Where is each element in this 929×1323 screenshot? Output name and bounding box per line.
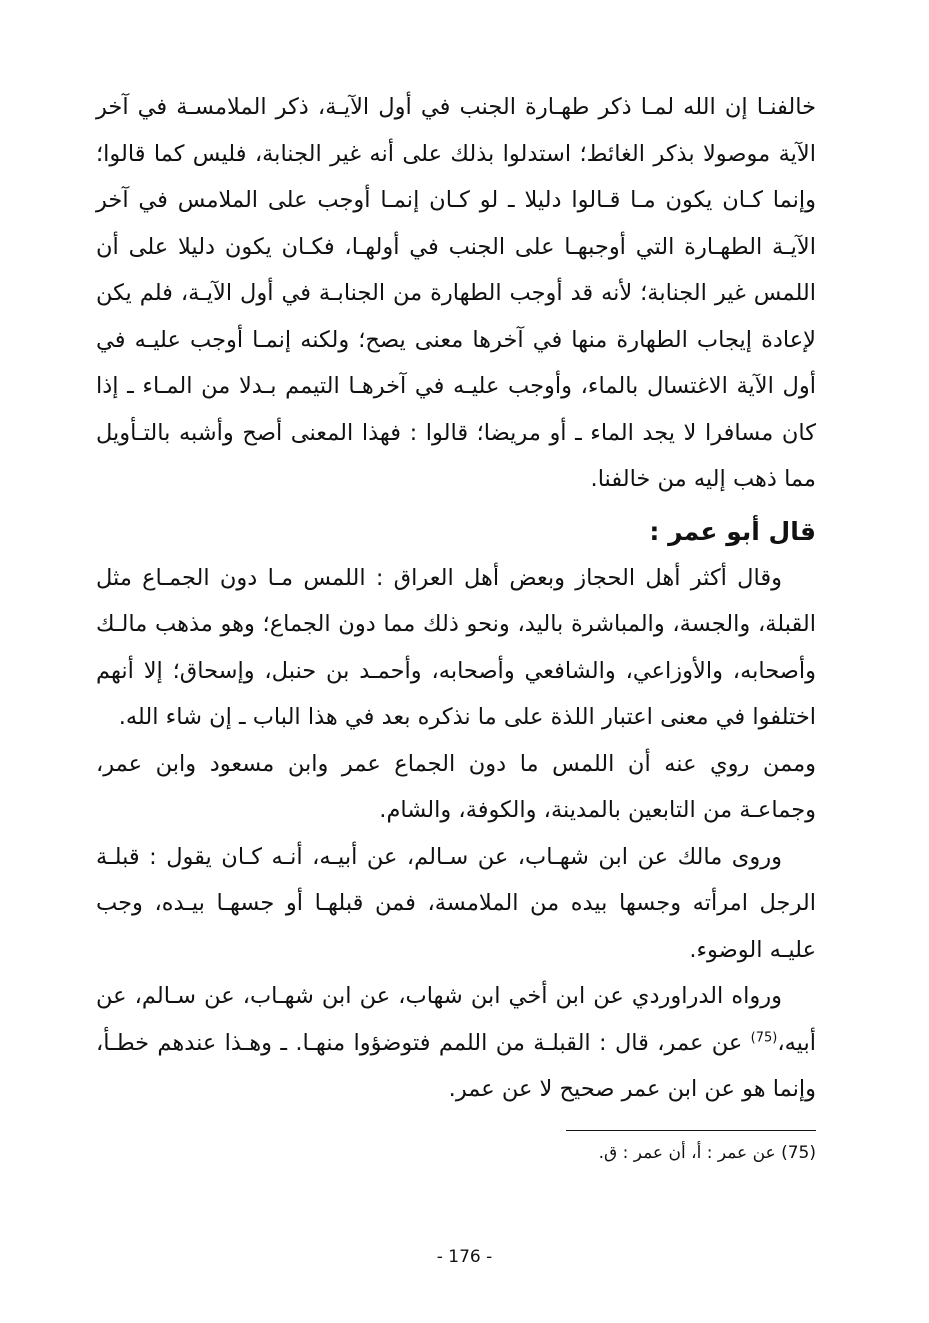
footnote-text: (75) عن عمر : أ، أن عمر : ق. — [598, 1143, 816, 1163]
paragraph-darawardi-part2: عن عمر، قال : القبلـة من اللمم فتوضؤوا منهـا. ـ وهـذا عندهم خطـأ، وإنما هو عن ابن عمر صحيح لا عن عمر. — [96, 1029, 816, 1102]
page-number: - 176 - — [436, 1247, 493, 1267]
footnote-reference[interactable]: (75) — [750, 1030, 778, 1045]
paragraph-narrators: وممن روي عنه أن اللمس ما دون الجماع عمر وابن مسعود وابن عمر، وجماعـة من التابعين بالمدينة، والكوفة، والشام. — [96, 750, 816, 823]
paragraph-darawardi — [96, 973, 816, 1113]
paragraph-malik-narration: وروى مالك عن ابن شهـاب، عن سـالم، عن أبيـه، أنـه كـان يقول : قبلـة الرجل امرأته وجسها بيده من الملامسة، فمن قبلهـا أو جسهـا بيـده، وجب عليـه الوضوء. — [96, 843, 816, 963]
paragraph-darawardi-part1: ورواه الدراوردي عن ابن أخي ابن شهاب، عن ابن شهـاب، عن سـالم، عن أبيه، — [96, 983, 816, 1056]
paragraph-intro: خالفنـا إن الله لمـا ذكر طهـارة الجنب في أول الآيـة، ذكر الملامسـة في آخر الآية موصولا بذكر الغائط؛ استدلوا بذلك على أنه غير الجنابة، فليس كما قالوا؛ وإنما كـان يكون مـا قـالوا دليلا ـ لو كـان إنمـا أوجب على الملامس في آخر الآيـة الطهـارة التي أوجبهـا على الجنب في أولهـا، فكـان يكون دليلا على أن اللمس غير الجنابة؛ لأنه قد أوجب الطهارة من الجنابـة في أول الآيـة، فلم يكن لإعادة إيجاب الطهارة منها في آخرها معنى يصح؛ ولكنه إنمـا أوجب عليـه في أول الآية الاغتسال بالماء، وأوجب عليـه في آخرهـا التيمم بـدلا من المـاء ـ إذا كان مسافرا لا يجد الماء ـ أو مريضا؛ قالوا : فهذا المعنى أصح وأشبه بالتـأويل مما ذهب إليه من خالفنا. — [96, 94, 816, 492]
footnote-divider — [566, 1130, 816, 1131]
paragraph-hijaz-opinion: وقال أكثر أهل الحجاز وبعض أهل العراق : اللمس مـا دون الجمـاع مثل القبلة، والجسة، والمباشرة باليد، ونحو ذلك مما دون الجماع؛ وهو مذهب مالـك وأصحابه، والأوزاعي، والشافعي وأصحابه، وأحمـد بن حنبل، وإسحاق؛ إلا أنهم اختلفوا في معنى اعتبار اللذة على ما نذكره بعد في هذا الباب ـ إن شاء الله. — [96, 564, 816, 730]
page-body — [96, 84, 816, 1113]
section-heading: قال أبو عمر : — [649, 516, 816, 546]
